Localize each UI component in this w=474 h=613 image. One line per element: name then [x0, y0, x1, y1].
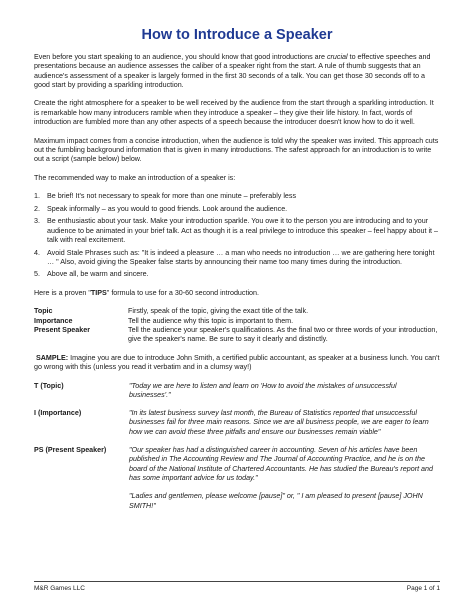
example-key: PS (Present Speaker) — [34, 446, 107, 455]
footer-page-number: Page 1 of 1 — [406, 585, 440, 592]
tips-row — [34, 317, 440, 326]
list-item — [34, 270, 440, 279]
list-number: 3. — [34, 217, 40, 226]
example-row — [34, 409, 440, 437]
tips-value: Firstly, speak of the topic, giving the exact title of the talk. — [128, 307, 309, 316]
list-number: 4. — [34, 248, 40, 257]
paragraph-text: to effective speeches and presentations because an audience assesses the caliber of a speaker right from the start. A rule of thumb suggests that an audience's assessment of a speaker is largely formed in the first 30 seconds of a talk. You can get those 30 seconds off to a good start by providing a sparkling introduction. — [34, 53, 431, 89]
tips-label: TIPS — [90, 288, 107, 297]
example-row — [34, 492, 440, 511]
recommendation-list — [34, 192, 440, 279]
tips-key: Present Speaker — [34, 326, 90, 335]
example-key — [34, 492, 129, 511]
example-key: T (Topic) — [34, 381, 64, 390]
document-body — [34, 53, 440, 520]
list-text: Avoid Stale Phrases such as: "It is indeed a pleasure … a man who needs no introduction … we are gathering here tonight … " Also, avoid giving the Speaker false starts by announcing their name too many times during the introduction. — [47, 248, 435, 266]
tips-row — [34, 307, 440, 316]
list-text: Be brief! It's not necessary to speak for more than one minute – preferably less — [47, 192, 297, 201]
tips-intro — [34, 289, 440, 298]
tips-value: Tell the audience why this topic is important to them. — [128, 316, 294, 325]
example-row — [34, 382, 440, 401]
paragraph-impact: Maximum impact comes from a concise introduction, when the audience is told why the speaker was invited. This approach cuts out the fumbling background information that is given in many introductions. The safest approach for an introduction is to write out a script (sample below) below. — [34, 136, 439, 164]
list-item — [34, 192, 440, 201]
paragraph-intro — [34, 53, 440, 90]
list-text: Be enthusiastic about your task. Make your introduction sparkle. You owe it to the person you are introducing and to your audience to be animated in your brief talk. Act as though it is a real privilege to introduce this speaker – feel happy about it – talk with real excitement. — [47, 217, 438, 245]
paragraph-recommended: The recommended way to make an introduction of a speaker is: — [34, 173, 236, 182]
list-item — [34, 249, 440, 268]
sample-label: SAMPLE: — [35, 353, 69, 362]
page-title: How to Introduce a Speaker — [141, 27, 333, 43]
tips-key: Topic — [34, 307, 53, 316]
paragraph-atmosphere: Create the right atmosphere for a speaker to be well received by the audience from the start through a sparkling introduction. It is remarkable how many introducers ramble when they introduce a speaker – they give their life history. In fact, words of introduction are fumbled more than any other aspects of a speech because the introducer doesn't know how to do it well. — [34, 99, 434, 127]
tips-table — [34, 307, 440, 344]
paragraph-text: Even before you start speaking to an audience, you should know that good introductions are — [34, 53, 327, 61]
tips-value: Tell the audience your speaker's qualifications. As the final two or three words of your introduction, give the speaker's name. Be sure to say it clearly and distinctly. — [128, 326, 438, 344]
footer-company: M&R Games LLC — [34, 585, 85, 592]
list-number: 2. — [34, 204, 40, 213]
emphasis-text: crucial — [326, 53, 348, 61]
footer-divider — [34, 581, 440, 582]
list-item — [34, 205, 440, 214]
list-number: 5. — [34, 270, 40, 279]
tips-key: Importance — [34, 316, 73, 325]
example-value: "Our speaker has had a distinguished career in accounting. Seven of his articles have been published in The Accounting Review and The Journal of Accounting Practice, and he is on the board of the National Institute of Chartered Accountants. He has studied the Bureau's report and has some important advice for us today." — [129, 446, 433, 482]
example-value: "In its latest business survey last month, the Bureau of Statistics reported that unsuccessful businesses fail for three main reasons. Since we are all business people, we are eager to learn how we can avoid these three pitfalls and ensure our businesses remain viable" — [129, 409, 429, 436]
example-key: I (Importance) — [34, 409, 82, 418]
tips-intro-text: " formula to use for a 30-60 second introduction. — [106, 288, 259, 297]
example-value: "Ladies and gentlemen, please welcome [pause]" or, " I am pleased to present [pause] JOHN SMITH!" — [129, 492, 423, 510]
tips-intro-text: Here is a proven " — [34, 288, 91, 297]
example-value: "Today we are here to listen and learn on 'How to avoid the mistakes of unsuccessful businesses'." — [129, 381, 397, 399]
list-number: 1. — [34, 192, 40, 201]
sample-paragraph — [34, 354, 440, 373]
tips-row — [34, 326, 440, 345]
list-text: Speak informally – as you would to good friends. Look around the audience. — [47, 204, 288, 213]
sample-text: Imagine you are due to introduce John Smith, a certified public accountant, as speaker at a business lunch. You can't go wrong with this (unless you read it verbatim and in a clumsy way!) — [34, 353, 440, 372]
example-row — [34, 446, 440, 483]
list-item — [34, 217, 440, 245]
list-text: Above all, be warm and sincere. — [47, 270, 149, 279]
